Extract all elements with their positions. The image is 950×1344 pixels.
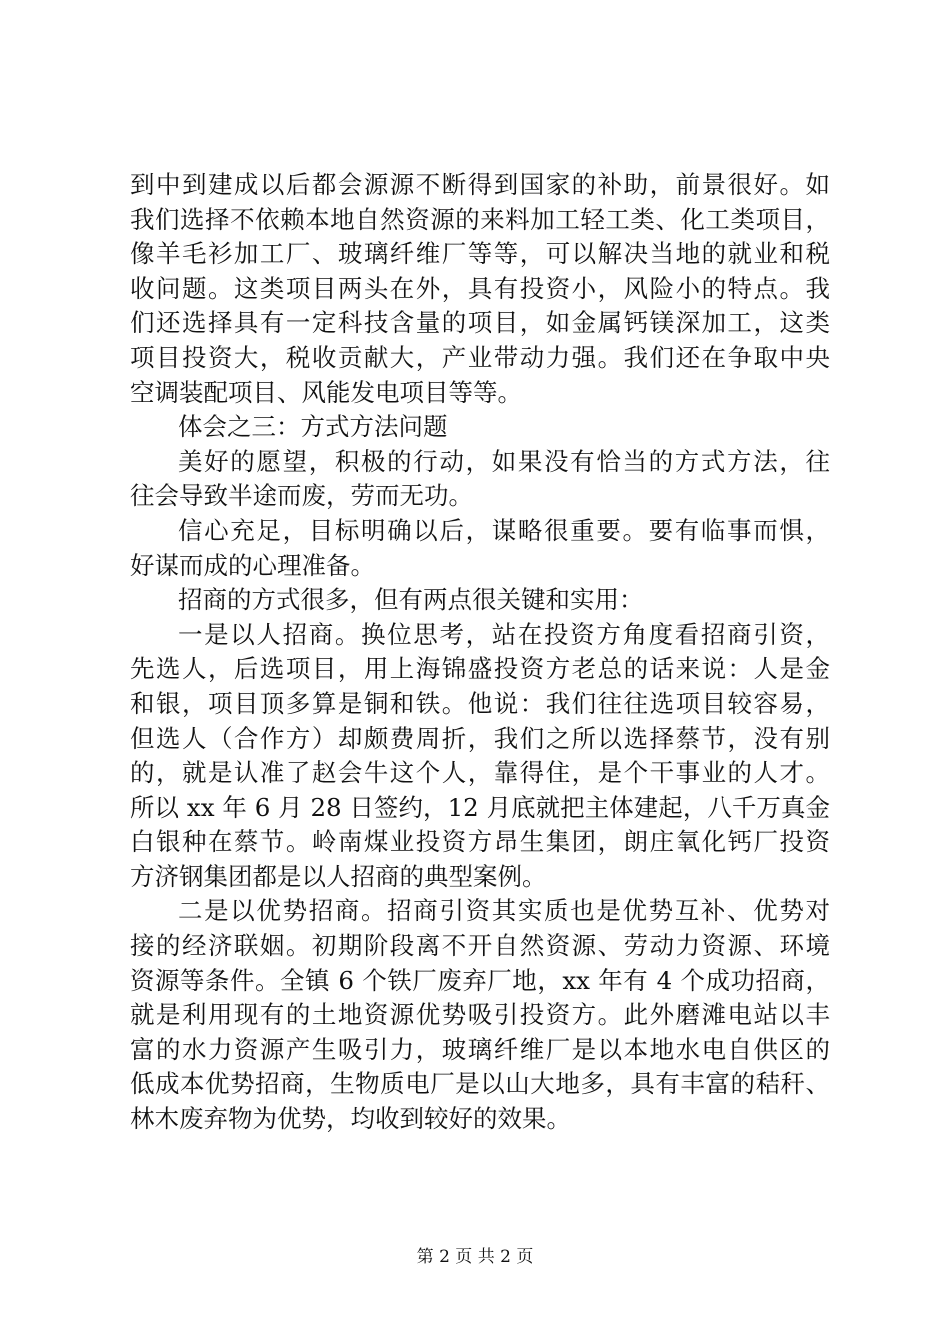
text-line: 二是以优势招商。招商引资其实质也是优势互补、优势对 — [178, 896, 830, 926]
text-line: 好谋而成的心理准备。 — [130, 550, 375, 580]
text-line: 空调装配项目、风能发电项目等等。 — [130, 377, 522, 407]
paragraph — [130, 894, 830, 1136]
paragraph — [130, 445, 830, 514]
text-line: 收问题。这类项目两头在外，具有投资小，风险小的特点。我 — [130, 273, 830, 303]
text-line: 接的经济联姻。初期阶段离不开自然资源、劳动力资源、环境 — [130, 931, 830, 961]
paragraph — [130, 168, 830, 410]
text-line: 资源等条件。全镇 6 个铁厂废弃厂地，xx 年有 4 个成功招商， — [130, 965, 830, 995]
text-line: 就是利用现有的土地资源优势吸引投资方。此外磨滩电站以丰 — [130, 1000, 830, 1030]
text-line: 信心充足，目标明确以后，谋略很重要。要有临事而惧， — [178, 515, 830, 545]
text-line: 招商的方式很多，但有两点很关键和实用： — [178, 585, 644, 615]
document-body — [130, 168, 830, 1137]
text-line: 的，就是认准了赵会牛这个人，靠得住，是个干事业的人才。 — [130, 758, 830, 788]
text-line: 和银，项目顶多算是铜和铁。他说：我们往往选项目较容易， — [130, 688, 830, 718]
page-footer: 第 2 页 共 2 页 — [416, 1247, 534, 1267]
text-line: 体会之三：方式方法问题 — [178, 412, 448, 442]
text-line: 低成本优势招商，生物质电厂是以山大地多，具有丰富的秸秆、 — [130, 1069, 830, 1099]
paragraph — [130, 618, 830, 895]
text-line: 但选人（合作方）却颇费周折，我们之所以选择蔡节，没有别 — [130, 723, 830, 753]
text-line: 先选人，后选项目，用上海锦盛投资方老总的话来说：人是金 — [130, 654, 830, 684]
text-line: 美好的愿望，积极的行动，如果没有恰当的方式方法，往 — [178, 446, 830, 476]
text-line: 到中到建成以后都会源源不断得到国家的补助，前景很好。如 — [130, 170, 830, 199]
text-line: 富的水力资源产生吸引力，玻璃纤维厂是以本地水电自供区的 — [130, 1034, 830, 1064]
paragraph — [130, 583, 830, 618]
text-line: 一是以人招商。换位思考，站在投资方角度看招商引资， — [178, 619, 830, 649]
text-line: 白银种在蔡节。岭南煤业投资方昂生集团，朗庄氧化钙厂投资 — [130, 827, 830, 857]
paragraph — [130, 514, 830, 583]
text-line: 像羊毛衫加工厂、玻璃纤维厂等等，可以解决当地的就业和税 — [130, 239, 830, 269]
text-line: 们还选择具有一定科技含量的项目，如金属钙镁深加工，这类 — [130, 308, 830, 338]
text-line: 方济钢集团都是以人招商的典型案例。 — [130, 861, 547, 891]
text-line: 林木废弃物为优势，均收到较好的效果。 — [130, 1104, 571, 1134]
text-line: 我们选择不依赖本地自然资源的来料加工轻工类、化工类项目， — [130, 204, 830, 234]
text-line: 项目投资大，税收贡献大，产业带动力强。我们还在争取中央 — [130, 342, 830, 372]
text-line: 往会导致半途而废，劳而无功。 — [130, 481, 473, 511]
text-line: 所以 xx 年 6 月 28 日签约，12 月底就把主体建起，八千万真金 — [130, 792, 830, 822]
paragraph — [130, 410, 830, 445]
